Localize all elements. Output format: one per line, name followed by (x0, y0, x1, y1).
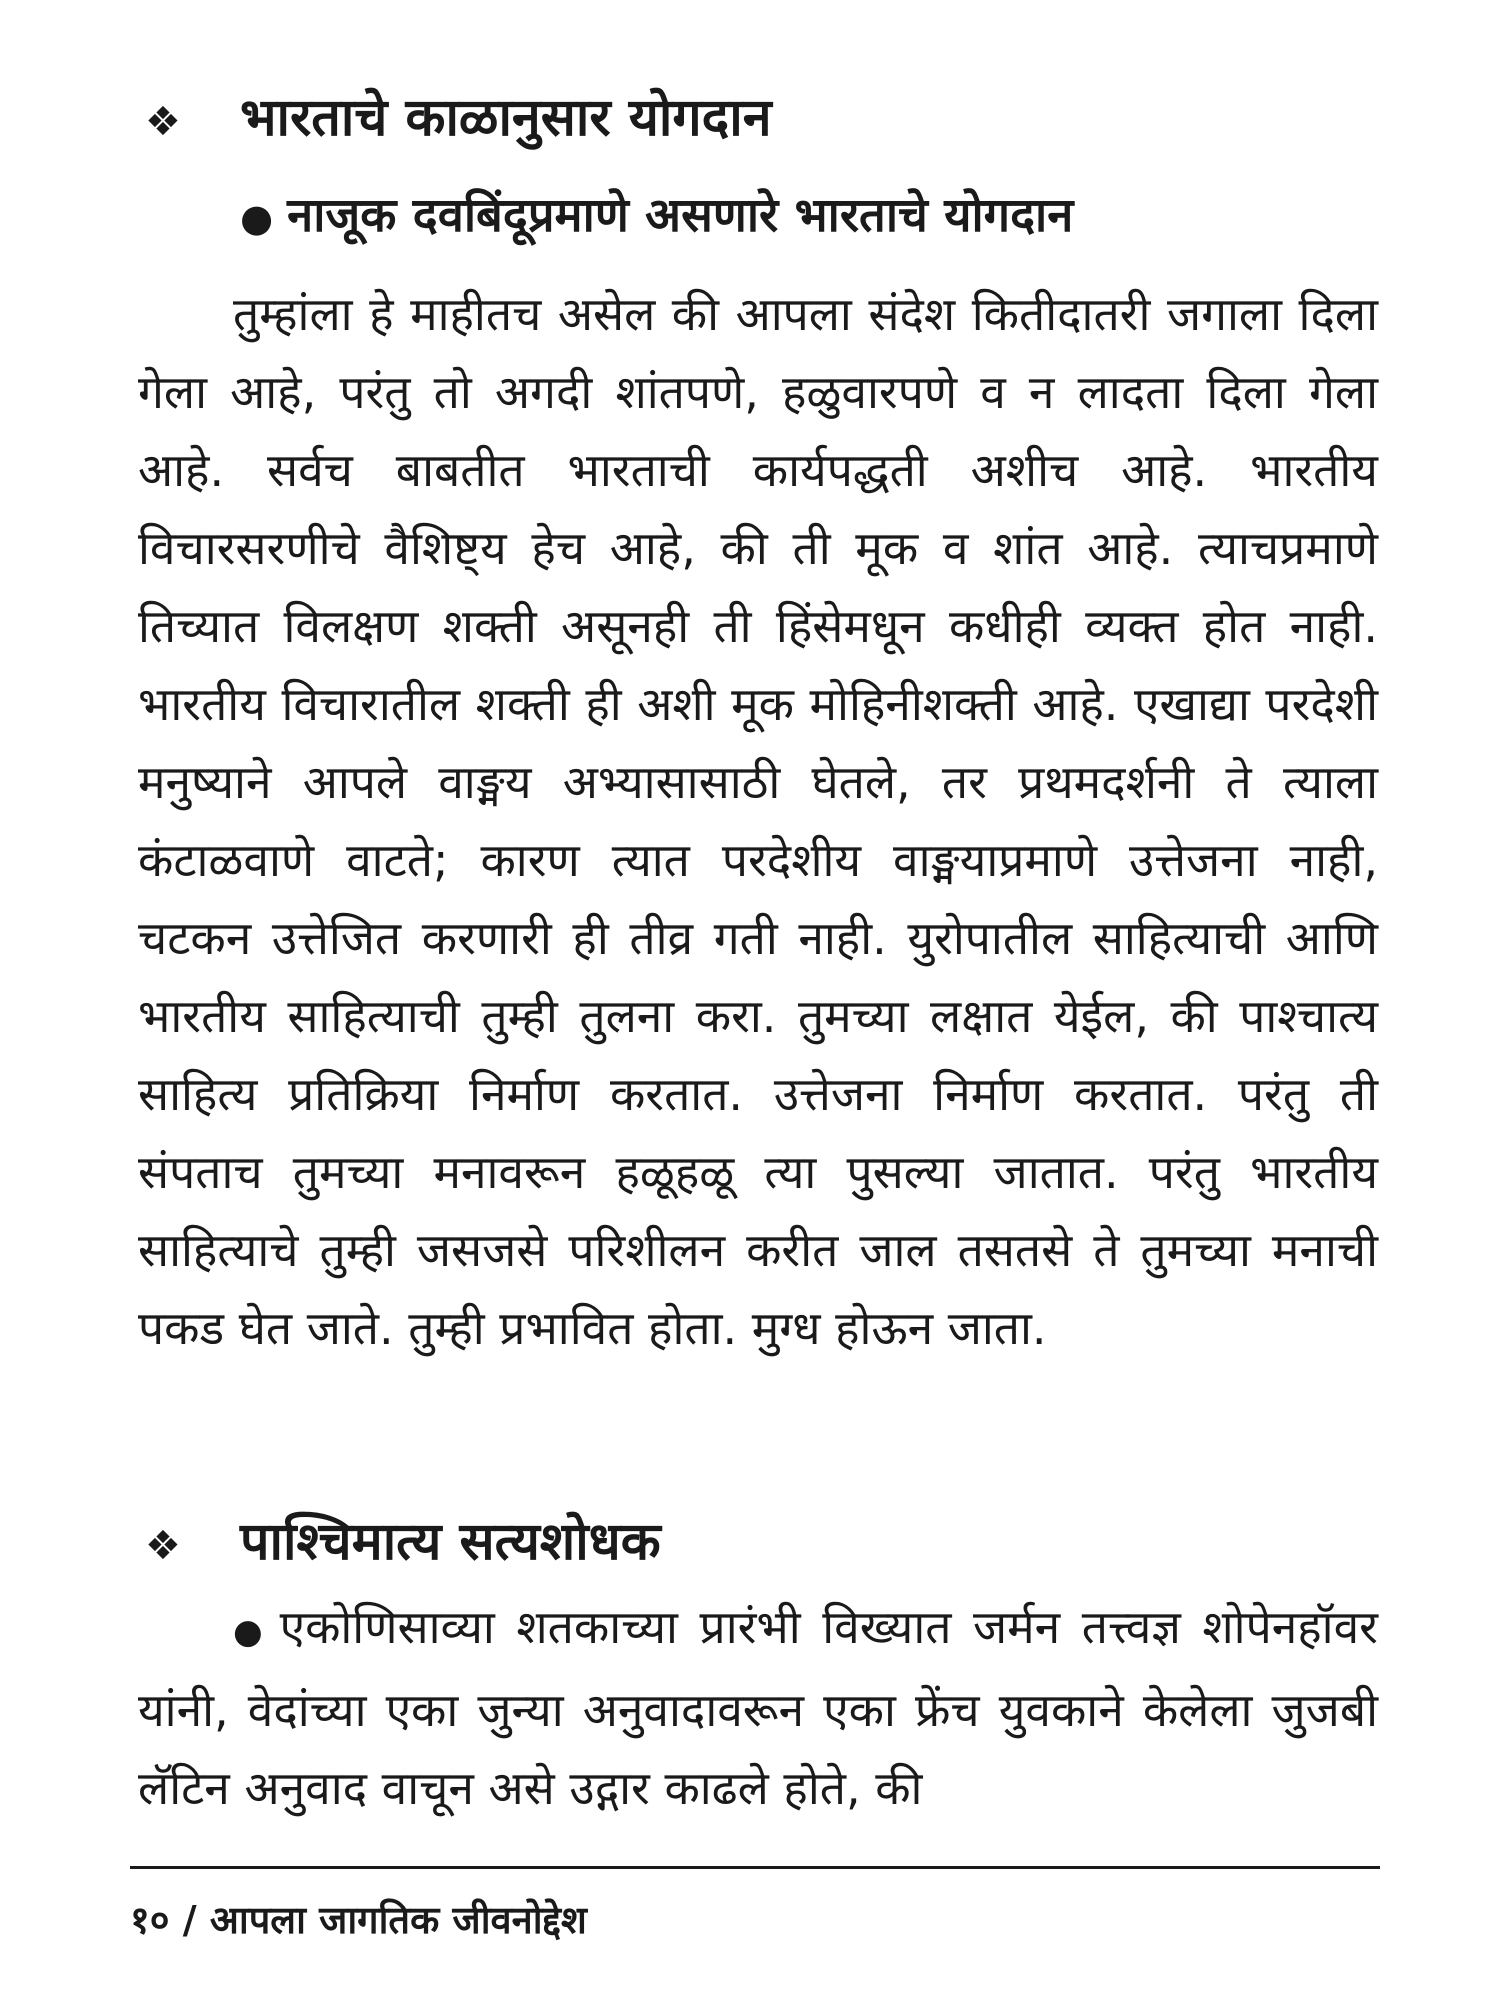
paragraph-contribution: तुम्हांला हे माहीतच असेल की आपला संदेश कितीदातरी जगाला दिला गेला आहे, परंतु तो अगदी शांतपणे, हळुवारपणे व न लादता दिला गेला आहे. सर्वच बाबतीत भारताची कार्यपद्धती अशीच आहे. भारतीय विचारसरणीचे वैशिष्ट्य हेच आहे, की ती मूक व शांत आहे. त्याचप्रमाणे तिच्यात विलक्षण शक्ती असूनही ती हिंसेमधून कधीही व्यक्त होत नाही. भारतीय विचारातील शक्ती ही अशी मूक मोहिनीशक्ती आहे. एखाद्या परदेशी मनुष्याने आपले वाङ्मय अभ्यासासाठी घेतले, तर प्रथमदर्शनी ते त्याला कंटाळवाणे वाटते; कारण त्यात परदेशीय वाङ्मयाप्रमाणे उत्तेजना नाही, चटकन उत्तेजित करणारी ही तीव्र गती नाही. युरोपातील साहित्याची आणि भारतीय साहित्याची तुम्ही तुलना करा. तुमच्या लक्षात येईल, की पाश्चात्य साहित्य प्रतिक्रिया निर्माण करतात. उत्तेजना निर्माण करतात. परंतु ती संपताच तुमच्या मनावरून हळूहळू त्या पुसल्या जातात. परंतु भारतीय साहित्याचे तुम्ही जसजसे परिशीलन करीत जाल तसतसे ते तुमच्या मनाची पकड घेत जाते. तुम्ही प्रभावित होता. मुग्ध होऊन जाता. (138, 287, 1378, 1355)
section-heading-contribution (145, 88, 772, 152)
paragraph-bullet-icon: ● (233, 1612, 270, 1652)
subheading-text: नाजूक दवबिंदूप्रमाणे असणारे भारताचे योगदान (287, 188, 1074, 243)
page-footer (130, 1895, 587, 1945)
subheading-dewdrop (240, 188, 1073, 246)
paragraph-western-seekers (138, 1588, 1378, 1827)
heading-text: भारताचे काळानुसार योगदान (240, 88, 772, 148)
footer-separator: / (182, 1898, 197, 1942)
page-number: १० (130, 1898, 170, 1942)
subheading-bullet-icon: ● (240, 196, 274, 240)
book-title: आपला जागतिक जीवनोद्देश (209, 1898, 587, 1942)
footer-rule (130, 1866, 1380, 1869)
heading-text: पाश्चिमात्य सत्यशोधक (240, 1512, 661, 1572)
section-heading-western-seekers (145, 1512, 661, 1576)
paragraph-text: एकोणिसाव्या शतकाच्या प्रारंभी विख्यात जर्मन तत्त्वज्ञ शोपेनहॉवर यांनी, वेदांच्या एका जुन्या अनुवादावरून एका फ्रेंच युवकाने केलेला जुजबी लॅटिन अनुवाद वाचून असे उद्गार काढले होते, की (138, 1600, 1378, 1815)
heading-bullet-icon: ❖ (145, 1523, 181, 1569)
heading-bullet-icon: ❖ (145, 99, 181, 145)
